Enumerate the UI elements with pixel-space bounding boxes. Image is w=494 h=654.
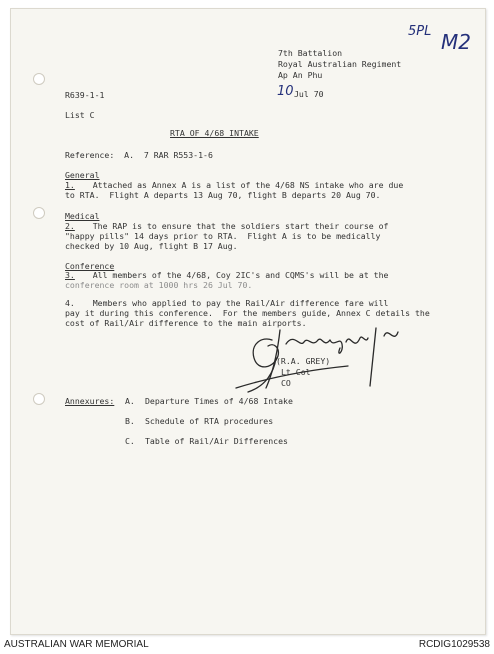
reference-line: Reference: A. 7 RAR R553-1-6 bbox=[65, 150, 213, 160]
section-heading: Medical bbox=[65, 211, 100, 221]
list-label: List C bbox=[65, 110, 95, 120]
handwritten-annotation: 5PL bbox=[408, 24, 432, 39]
punch-hole bbox=[33, 393, 45, 405]
paragraph-line: to RTA. Flight A departs 13 Aug 70, flight B departs 20 Aug 70. bbox=[65, 190, 381, 200]
paragraph-number: 1. bbox=[65, 180, 75, 190]
annex-title: Departure Times of 4/68 Intake bbox=[145, 396, 293, 406]
paragraph-number: 3. bbox=[65, 270, 75, 280]
section-heading: General bbox=[65, 170, 100, 180]
paragraph-line: The RAP is to ensure that the soldiers start their course of bbox=[73, 221, 389, 231]
document-title: RTA OF 4/68 INTAKE bbox=[170, 128, 259, 138]
punch-hole bbox=[33, 207, 45, 219]
annex-letter: B. bbox=[125, 416, 135, 426]
signatory-role: CO bbox=[281, 378, 291, 388]
paragraph-line: cost of Rail/Air difference to the main airports. bbox=[65, 318, 307, 328]
unit-line: Royal Australian Regiment bbox=[278, 59, 402, 69]
annex-title: Table of Rail/Air Differences bbox=[145, 436, 288, 446]
unit-line: Ap An Phu bbox=[278, 70, 323, 80]
handwritten-date-day: 10 bbox=[277, 84, 294, 99]
file-reference: R639-1-1 bbox=[65, 90, 105, 100]
paragraph-line: Attached as Annex A is a list of the 4/68 NS intake who are due bbox=[73, 180, 404, 190]
paragraph-number: 2. bbox=[65, 221, 75, 231]
punch-hole bbox=[33, 73, 45, 85]
section-heading: Conference bbox=[65, 261, 115, 271]
annex-letter: C. bbox=[125, 436, 135, 446]
annexures-label: Annexures: bbox=[65, 396, 115, 406]
archive-credit: AUSTRALIAN WAR MEMORIAL bbox=[4, 639, 149, 650]
paragraph-line: "happy pills" 14 days prior to RTA. Flight A is to be medically bbox=[65, 231, 381, 241]
archive-id: RCDIG1029538 bbox=[418, 639, 490, 650]
signatory-name: (R.A. GREY) bbox=[276, 356, 331, 366]
annex-title: Schedule of RTA procedures bbox=[145, 416, 274, 426]
paragraph-line: All members of the 4/68, Coy 2IC's and CQMS's will be at the bbox=[73, 270, 389, 280]
paragraph-number: 4. bbox=[65, 298, 75, 308]
signatory-rank: Lt Col bbox=[281, 367, 311, 377]
handwritten-page-mark: M2 bbox=[441, 30, 471, 54]
paragraph-line: pay it during this conference. For the members guide, Annex C details the bbox=[65, 308, 430, 318]
paragraph-line: checked by 10 Aug, flight B 17 Aug. bbox=[65, 241, 238, 251]
paragraph-line: Members who applied to pay the Rail/Air difference fare will bbox=[73, 298, 389, 308]
unit-line: 7th Battalion bbox=[278, 48, 343, 58]
date: Jul 70 bbox=[294, 89, 324, 99]
paragraph-line: conference room at 1000 hrs 26 Jul 70. bbox=[65, 280, 253, 290]
annex-letter: A. bbox=[125, 396, 135, 406]
